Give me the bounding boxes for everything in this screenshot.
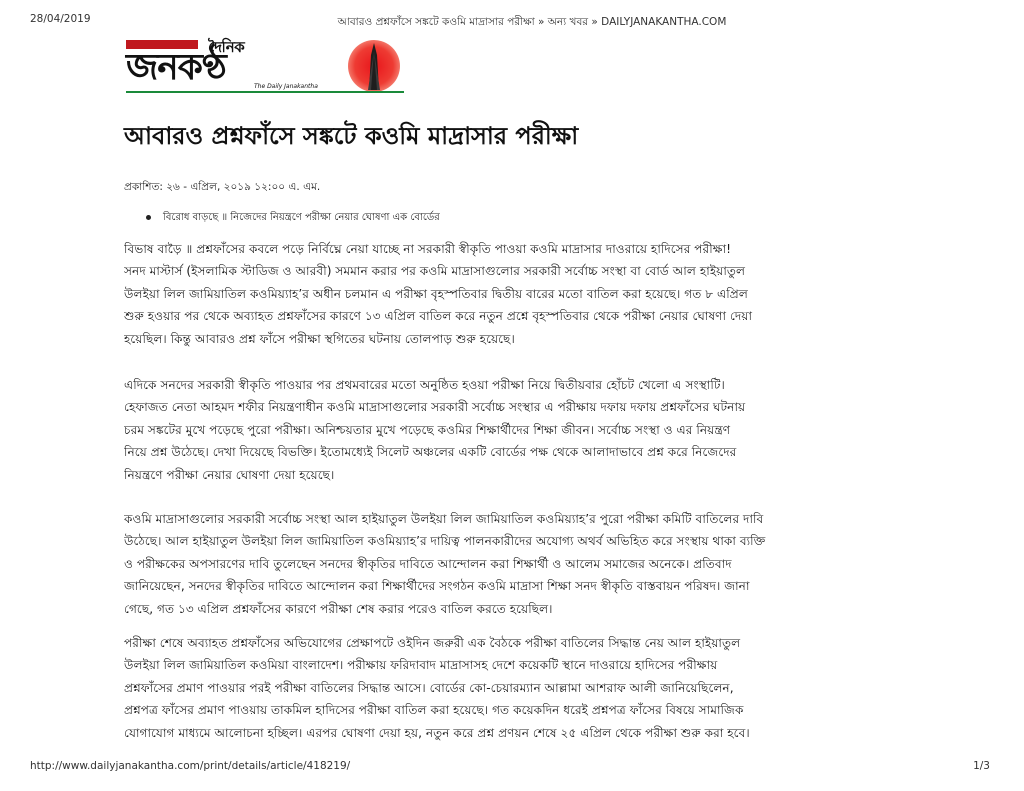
bullet-icon xyxy=(146,215,151,220)
paragraph-line: সনদ মাস্টার্স (ইসলামিক স্টাডিজ ও আরবী) সমমান করার পর কওমি মাদ্রাসাগুলোর সরকারী সর্বোচ্চ সংস্থা বা বোর্ড আল হাইয়াতুল xyxy=(124,264,746,279)
publish-date: প্রকাশিত: ২৬ - এপ্রিল, ২০১৯ ১২:০০ এ. এম. xyxy=(124,181,321,193)
newspaper-masthead[interactable] xyxy=(126,37,416,95)
paragraph-line: হেফাজত নেতা আহমদ শফীর নিয়ন্ত্রণাধীন কওমি মাদ্রাসাগুলোর সরকারী সর্বোচ্চ সংস্থার এ পরীক্ষায় দফায় দফায় প্রশ্নফাঁসের ঘটনায় xyxy=(124,400,746,415)
article-paragraph-1 xyxy=(124,238,900,350)
paragraph-line: উলইয়া লিল জামিয়াতিল কওমিয়া বাংলাদেশ। পরীক্ষায় ফরিদাবাদ মাদ্রাসাসহ দেশে কয়েকটি স্থানে দাওরায়ে হাদিসের পরীক্ষায় xyxy=(124,658,718,673)
article-paragraph-2 xyxy=(124,374,900,486)
article-paragraph-3 xyxy=(124,508,900,620)
paragraph-line: শুরু হওয়ার পর থেকে অব্যাহত প্রশ্নফাঁসের কারণে ১৩ এপ্রিল বাতিল করে নতুন প্রশ্নে বৃহস্পতিবার থেকে পরীক্ষা নেয়ার ঘোষণা দেয়া xyxy=(124,309,753,324)
page-number: 1/3 xyxy=(973,760,990,772)
print-page-title: আবারও প্রশ্নফাঁসে সঙ্কটে কওমি মাদ্রাসার পরীক্ষা » অন্য খবর » DAILYJANAKANTHA.COM xyxy=(337,16,727,28)
masthead-title: জনকণ্ঠ xyxy=(126,46,226,88)
paragraph-line: হয়েছিল। কিন্তু আবারও প্রশ্ন ফাঁসে পরীক্ষা স্থগিতের ঘটনায় তোলপাড় শুরু হয়েছে। xyxy=(124,331,515,346)
paragraph-line: নিয়ন্ত্রণে পরীক্ষা নেয়ার ঘোষণা দেয়া হয়েছে। xyxy=(124,467,335,482)
paragraph-line: পরীক্ষা শেষে অব্যাহত প্রশ্নফাঁসের অভিযোগের প্রেক্ষাপটে ওইদিন জরুরী এক বৈঠকে পরীক্ষা বাতিলের সিদ্ধান্ত নেয় আল হাইয়াতুল xyxy=(124,636,741,650)
paragraph-line: নিয়ে প্রশ্ন উঠেছে। দেখা দিয়েছে বিভক্তি। ইতোমধ্যেই সিলেট অঞ্চলের একটি বোর্ডের পক্ষ থেকে আলাদাভাবে প্রশ্ন করে নিজেদের xyxy=(124,445,737,460)
paragraph-line: গেছে, গত ১৩ এপ্রিল প্রশ্নফাঁসের কারণে পরীক্ষা শেষ করার পরেও বাতিল করতে হয়েছিল। xyxy=(124,601,553,616)
masthead-rule xyxy=(126,91,404,93)
paragraph-line: ও পরীক্ষকের অপসারণের দাবি তুলেছেন সনদের স্বীকৃতির দাবিতে আন্দোলন করা শিক্ষার্থী ও আলেম সমাজের অনেকে। প্রতিবাদ xyxy=(124,556,732,571)
paragraph-line: উলইয়া লিল জামিয়াতিল কওমিয়্যাহ’র অধীন চলমান এ পরীক্ষা বৃহস্পতিবার দ্বিতীয় বারের মতো বাতিল করা হয়েছে। গত ৮ এপ্রিল xyxy=(124,286,748,301)
print-date: 28/04/2019 xyxy=(30,13,91,25)
article-headline: আবারও প্রশ্নফাঁসে সঙ্কটে কওমি মাদ্রাসার পরীক্ষা xyxy=(124,122,579,150)
paragraph-line: বিভাষ বাড়ৈ ॥ প্রশ্নফাঁসের কবলে পড়ে নির্বিঘ্নে নেয়া যাচ্ছে না সরকারী স্বীকৃতি পাওয়া কওমি মাদ্রাসার দাওরায়ে হাদিসের পরীক্ষা! xyxy=(124,242,732,256)
print-source-url[interactable]: http://www.dailyjanakantha.com/print/details/article/418219/ xyxy=(30,760,351,772)
paragraph-line: প্রশ্নফাঁসের প্রমাণ পাওয়ার পরই পরীক্ষা বাতিলের সিদ্ধান্ত আসে। বোর্ডের কো-চেয়ারম্যান আল্লামা আশরাফ আলী জানিয়েছিলেন, xyxy=(124,680,734,695)
related-story-text: বিরোধ বাড়ছে ॥ নিজেদের নিয়ন্ত্রণে পরীক্ষা নেয়ার ঘোষণা এক বোর্ডের xyxy=(163,212,440,223)
paragraph-line: চরম সঙ্কটের মুখে পড়েছে পুরো পরীক্ষা। অনিশ্চয়তার মুখে পড়েছে কওমির শিক্ষার্থীদের শিক্ষা জীবন। সর্বোচ্চ সংস্থা ও এর নিয়ন্ত্রণ xyxy=(124,422,731,437)
paragraph-line: কওমি মাদ্রাসাগুলোর সরকারী সর্বোচ্চ সংস্থা আল হাইয়াতুল উলইয়া লিল জামিয়াতিল কওমিয়্যাহ’র পুরো পরীক্ষা কমিটি বাতিলের দাবি xyxy=(124,512,764,526)
article-paragraph-4 xyxy=(124,632,900,744)
masthead-tagline: The Daily Janakantha xyxy=(254,83,318,90)
related-story-link[interactable] xyxy=(146,210,440,227)
monument-icon xyxy=(366,43,382,90)
masthead-top-text: দৈনিক xyxy=(208,38,245,56)
paragraph-line: উঠেছে। আল হাইয়াতুল উলইয়া লিল জামিয়াতিল কওমিয়্যাহ’র দায়িত্ব পালনকারীদের অযোগ্য অথর্ব অভিহিত করে সংস্থায় থাকা ব্যক্তি xyxy=(124,534,766,549)
paragraph-line: যোগাযোগ মাধ্যমে আলোচনা হচ্ছিল। এরপর ঘোষণা দেয়া হয়, নতুন করে প্রশ্ন প্রণয়ন শেষে ২৫ এপ্রিল থেকে পরীক্ষা শুরু করা হবে। xyxy=(124,725,750,740)
paragraph-line: প্রশ্নপত্র ফাঁসের প্রমাণ পাওয়ায় তাকমিল হাদিসের পরীক্ষা বাতিল করা হয়েছে। গত কয়েকদিন ধরেই প্রশ্নপত্র ফাঁসের বিষয়ে সামাজিক xyxy=(124,703,744,718)
paragraph-line: জানিয়েছেন, সনদের স্বীকৃতির দাবিতে আন্দোলন করা শিক্ষার্থীদের সংগঠন কওমি মাদ্রাসা শিক্ষা সনদ স্বীকৃতি বাস্তবায়ন পরিষদ। জানা xyxy=(124,579,750,594)
paragraph-line: এদিকে সনদের সরকারী স্বীকৃতি পাওয়ার পর প্রথমবারের মতো অনুষ্ঠিত হওয়া পরীক্ষা নিয়ে দ্বিতীয়বার হোঁচট খেলো এ সংস্থাটি। xyxy=(124,378,725,392)
